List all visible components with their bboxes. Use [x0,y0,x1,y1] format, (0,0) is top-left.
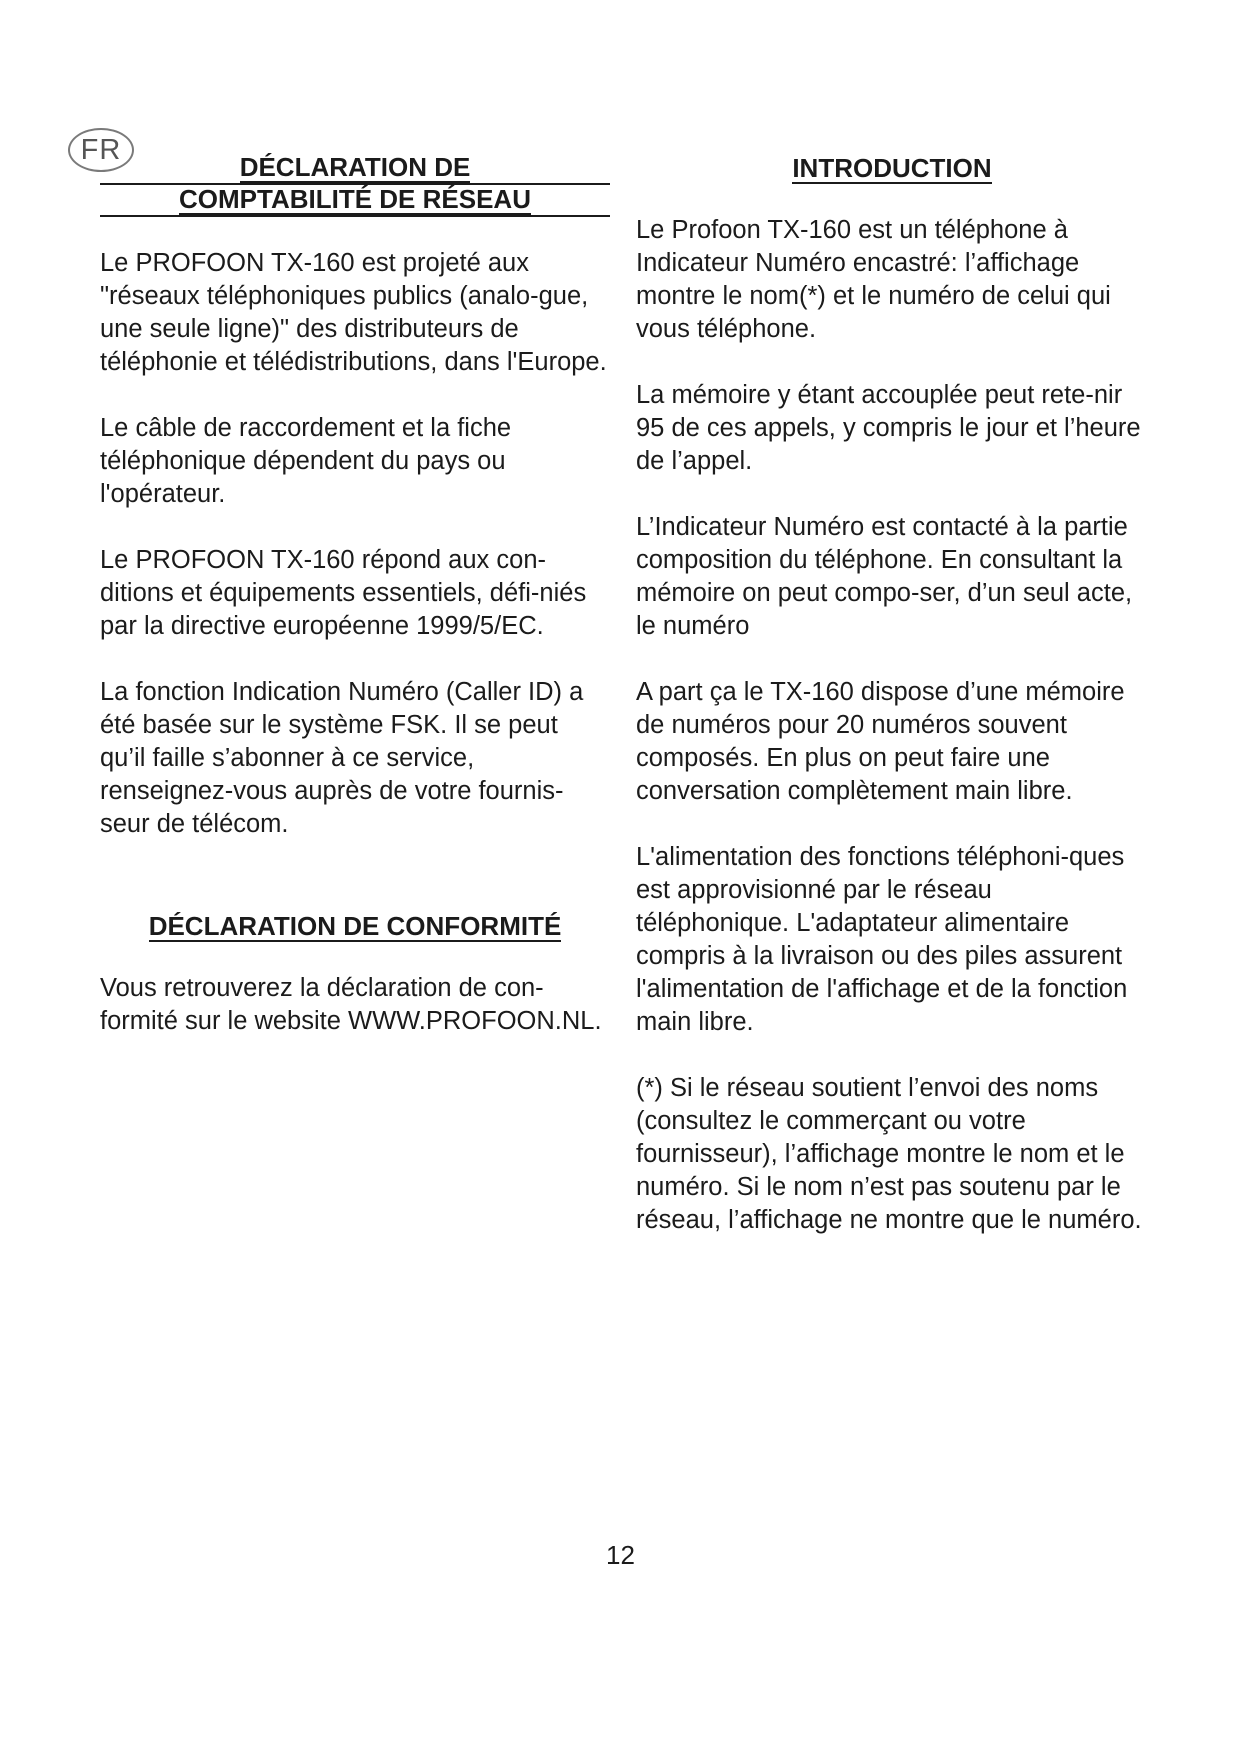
right-paragraph: L'alimentation des fonctions téléphoni-ques est approvisionné par le réseau téléphonique. L'adaptateur alimentaire compris à la livraison ou des piles assurent l'alimentation de l'affichage et de la fonction main libre. [636,843,1128,1036]
left-column [100,153,610,1038]
right-paragraph: (*) Si le réseau soutient l’envoi des noms (consultez le commerçant ou votre fournisseur), l’affichage montre le nom et le numéro. Si le nom n’est pas soutenu par le réseau, l’affichage ne montre que le numéro. [636,1074,1142,1234]
left-paragraph: Le PROFOON TX-160 est projeté aux "réseaux téléphoniques publics (analo-gue, une seule ligne)" des distributeurs de téléphonie et télédistributions, dans l'Europe. [100,249,607,376]
left-paragraph: Le PROFOON TX-160 répond aux con-ditions et équipements essentiels, défi-niés par la directive européenne 1999/5/EC. [100,546,587,640]
left-paragraph: Le câble de raccordement et la fiche téléphonique dépendent du pays ou l'opérateur. [100,414,512,508]
network-compatibility-heading [100,153,610,217]
right-paragraph: La mémoire y étant accouplée peut rete-nir 95 de ces appels, y compris le jour et l’heure de l’appel. [636,381,1141,475]
right-paragraph: Le Profoon TX-160 est un téléphone à Indicateur Numéro encastré: l’affichage montre le nom(*) et le numéro de celui qui vous téléphone. [636,216,1111,343]
conformity-paragraph: Vous retrouverez la déclaration de con-formité sur le website WWW.PROFOON.NL. [100,974,602,1035]
right-paragraph: L’Indicateur Numéro est contacté à la partie composition du téléphone. En consultant la mémoire on peut compo-ser, d’un seul acte, le numéro [636,513,1133,640]
conformity-heading-text: DÉCLARATION DE CONFORMITÉ [148,911,562,941]
conformity-heading [100,911,610,942]
page-number: 12 [606,1540,635,1570]
network-compatibility-heading-line1: DÉCLARATION DE [239,152,471,182]
introduction-heading [636,153,1148,184]
network-compatibility-heading-line2: COMPTABILITÉ DE RÉSEAU [179,184,531,214]
right-paragraph: A part ça le TX-160 dispose d’une mémoire de numéros pour 20 numéros souvent composés. En plus on peut faire une conversation complètement main libre. [636,678,1125,805]
left-paragraph: La fonction Indication Numéro (Caller ID) a été basée sur le système FSK. Il se peut qu’il faille s’abonner à ce service, renseignez-vous auprès de votre fournis-seur de télécom. [100,678,584,838]
right-column [636,153,1148,1237]
introduction-heading-text: INTRODUCTION [792,153,992,183]
language-badge-label: FR [80,133,122,166]
